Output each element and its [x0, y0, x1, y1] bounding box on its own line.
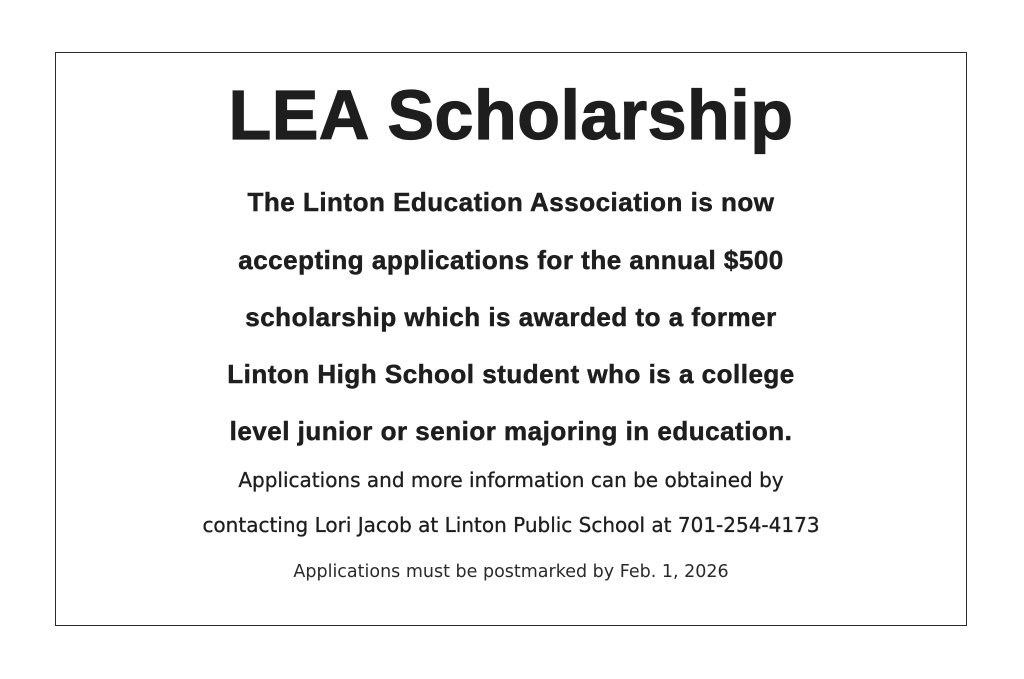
flyer-title: LEA Scholarship [228, 76, 794, 154]
body-line-1: The Linton Education Association is now [247, 187, 775, 217]
body-line-4: Linton High School student who is a college [227, 359, 795, 389]
body-line-2: accepting applications for the annual $500 [238, 245, 784, 275]
body-line-3: scholarship which is awarded to a former [245, 302, 777, 332]
deadline-note: Applications must be postmarked by Feb. 1, 2026 [293, 562, 729, 582]
body-line-5: level junior or senior majoring in education. [229, 416, 793, 446]
info-line-2: contacting Lori Jacob at Linton Public School at 701-254-4173 [202, 513, 820, 537]
info-line-1: Applications and more information can be obtained by [238, 468, 784, 492]
